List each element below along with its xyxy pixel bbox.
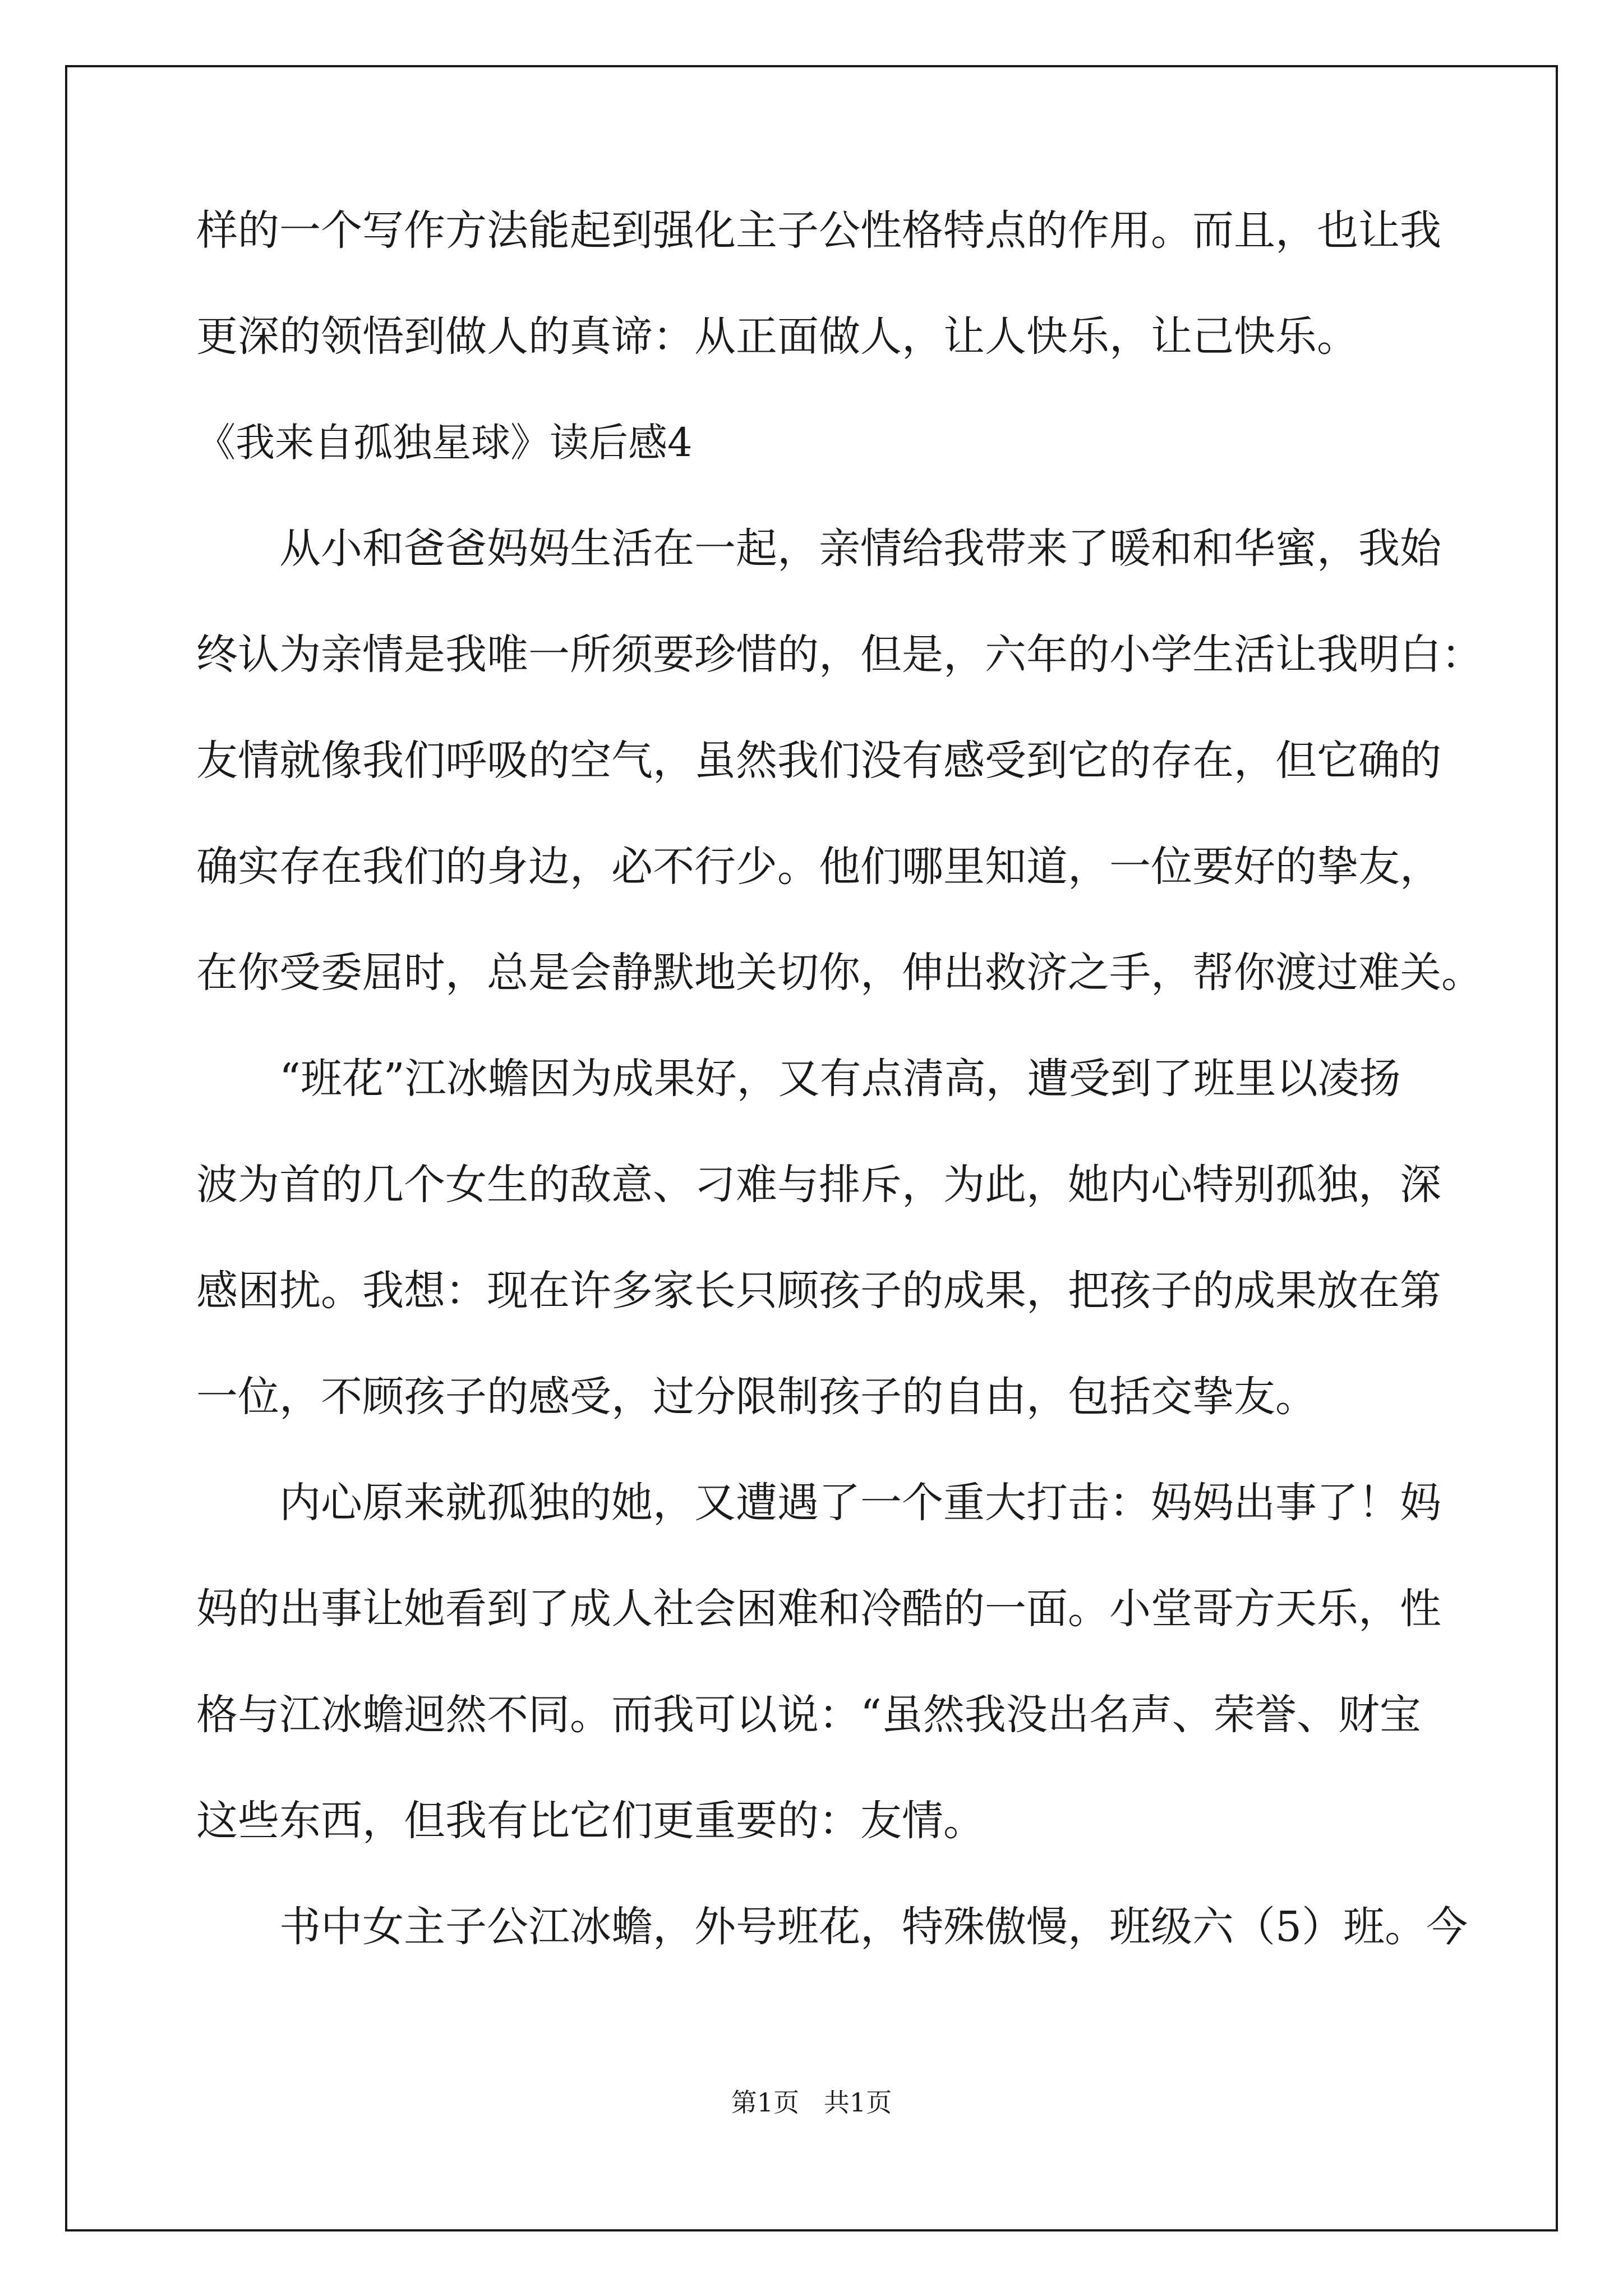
text-line: 在你受委屈时，总是会静默地关切你，伸出救济之手，帮你渡过难关。 bbox=[196, 949, 1483, 997]
text-line: 更深的领悟到做人的真谛：从正面做人，让人快乐，让己快乐。 bbox=[196, 312, 1358, 361]
text-line: 样的一个写作方法能起到强化主子公性格特点的作用。而且，也让我 bbox=[196, 206, 1441, 255]
page-footer: 第1页 共1页 bbox=[731, 2087, 892, 2118]
text-line: 友情就像我们呼吸的空气，虽然我们没有感受到它的存在，但它确的 bbox=[196, 737, 1441, 785]
section-heading: 《我来自孤独星球》读后感4 bbox=[196, 420, 693, 466]
text-line: 内心原来就孤独的她，又遭遇了一个重大打击：妈妈出事了！妈 bbox=[279, 1479, 1441, 1527]
text-line: 这些东西，但我有比它们更重要的：友情。 bbox=[196, 1797, 985, 1845]
text-line: 一位，不顾孩子的感受，过分限制孩子的自由，包括交挚友。 bbox=[196, 1373, 1317, 1421]
text-line: 妈的出事让她看到了成人社会困难和冷酷的一面。小堂哥方天乐，性 bbox=[196, 1585, 1441, 1633]
text-line: 终认为亲情是我唯一所须要珍惜的，但是，六年的小学生活让我明白： bbox=[196, 631, 1483, 679]
text-line: 感困扰。我想：现在许多家长只顾孩子的成果，把孩子的成果放在第 bbox=[196, 1267, 1441, 1315]
text-line: 确实存在我们的身边，必不行少。他们哪里知道，一位要好的挚友， bbox=[196, 843, 1441, 891]
text-line: 从小和爸爸妈妈生活在一起，亲情给我带来了暖和和华蜜，我始 bbox=[279, 524, 1441, 573]
text-line: 格与江冰蟾迥然不同。而我可以说：“虽然我没出名声、荣誉、财宝 bbox=[196, 1691, 1421, 1739]
text-line: 波为首的几个女生的敌意、刁难与排斥，为此，她内心特别孤独，深 bbox=[196, 1161, 1441, 1209]
text-line: “班花”江冰蟾因为成果好，又有点清高，遭受到了班里以凌扬 bbox=[279, 1055, 1401, 1103]
text-line: 书中女主子公江冰蟾，外号班花，特殊傲慢，班级六（5）班。今 bbox=[279, 1903, 1468, 1951]
